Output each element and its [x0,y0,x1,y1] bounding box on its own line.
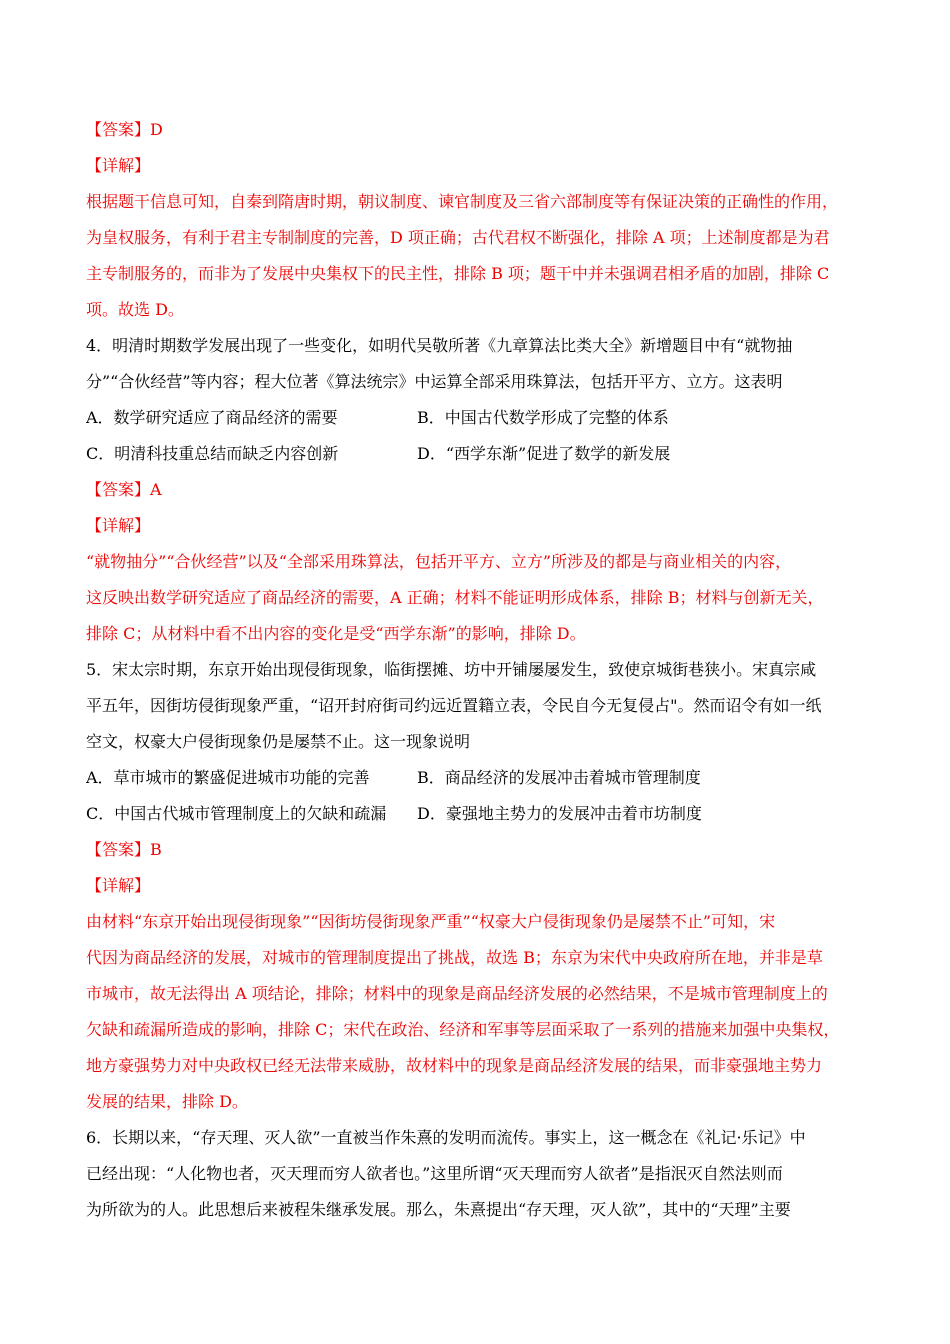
q4-explanation-line: 排除 C；从材料中看不出内容的变化是受“西学东渐”的影响，排除 D。 [86,624,586,643]
q6-stem-line: 6．长期以来，“存天理、灭人欲”一直被当作朱熹的发明而流传。事实上，这一概念在《礼记·乐记》中 [86,1128,806,1147]
q3-explanation-line: 为皇权服务，有利于君主专制制度的完善，D 项正确；古代君权不断强化，排除 A 项；上述制度都是为君 [86,228,830,247]
q5-explanation-line: 欠缺和疏漏所造成的影响，排除 C；宋代在政治、经济和军事等层面采取了一系列的措施来加强中央集权， [86,1020,840,1039]
q3-answer: 【答案】D [86,120,163,139]
q3-explanation-line: 主专制服务的，而非为了发展中央集权下的民主性，排除 B 项；题干中并未强调君相矛盾的加剧，排除 C [86,264,830,283]
q5-options-row [86,760,876,796]
q5-explanation-line: 地方豪强势力对中央政权已经无法带来威胁，故材料中的现象是商品经济发展的结果，而非豪强地主势力 [86,1056,823,1075]
q5-explanation-line: 市城市，故无法得出 A 项结论，排除；材料中的现象是商品经济发展的必然结果，不是城市管理制度上的 [86,984,828,1003]
q4-option-c: C．明清科技重总结而缺乏内容创新 [86,444,339,463]
q5-detail-label: 【详解】 [86,876,151,895]
q4-options-row [86,436,876,472]
q6-stem-line: 为所欲为的人。此思想后来被程朱继承发展。那么，朱熹提出“存天理，灭人欲”，其中的“天理”主要 [86,1200,791,1219]
q5-explanation-line: 由材料“东京开始出现侵街现象”“因街坊侵街现象严重”“权豪大户侵街现象仍是屡禁不止”可知，宋 [86,912,776,931]
q5-explanation-line: 代因为商品经济的发展，对城市的管理制度提出了挑战，故选 B；东京为宋代中央政府所在地，并非是草 [86,948,823,967]
q5-option-b: B．商品经济的发展冲击着城市管理制度 [417,768,701,787]
q4-option-a: A．数学研究适应了商品经济的需要 [86,408,338,427]
q5-option-a: A．草市城市的繁盛促进城市功能的完善 [86,768,370,787]
document-page [86,112,876,1228]
q4-stem-line: 分”“合伙经营”等内容；程大位著《算法统宗》中运算全部采用珠算法，包括开平方、立方。这表明 [86,372,783,391]
q5-answer: 【答案】B [86,840,162,859]
q5-stem-line: 平五年，因街坊侵街现象严重，“诏开封府街司约远近置籍立表，令民自今无复侵占"。然而诏令有如一纸 [86,696,822,715]
q5-stem-line: 空文，权豪大户侵街现象仍是屡禁不止。这一现象说明 [86,732,471,751]
q3-detail-label: 【详解】 [86,156,151,175]
q4-options-row [86,400,876,436]
q4-option-b: B．中国古代数学形成了完整的体系 [417,408,669,427]
q4-stem-line: 4．明清时期数学发展出现了一些变化，如明代吴敬所著《九章算法比类大全》新增题目中有“就物抽 [86,336,793,355]
q5-explanation-line: 发展的结果，排除 D。 [86,1092,248,1111]
q4-detail-label: 【详解】 [86,516,151,535]
q3-explanation-line: 根据题干信息可知，自秦到隋唐时期，朝议制度、谏官制度及三省六部制度等有保证决策的正确性的作用， [86,192,839,211]
q3-explanation-line: 项。故选 D。 [86,300,184,319]
q4-answer: 【答案】A [86,480,162,499]
q5-option-c: C．中国古代城市管理制度上的欠缺和疏漏 [86,804,387,823]
q4-explanation-line: 这反映出数学研究适应了商品经济的需要，A 正确；材料不能证明形成体系，排除 B；材料与创新无关， [86,588,824,607]
q5-options-row [86,796,876,832]
q4-explanation-line: “就物抽分”“合伙经营”以及“全部采用珠算法，包括开平方、立方”所涉及的都是与商业相关的内容， [86,552,792,571]
q4-option-d: D．“西学东渐”促进了数学的新发展 [417,444,671,463]
q5-stem-line: 5．宋太宗时期，东京开始出现侵街现象，临街摆摊、坊中开铺屡屡发生，致使京城街巷狭小。宋真宗咸 [86,660,817,679]
q5-option-d: D．豪强地主势力的发展冲击着市坊制度 [417,804,702,823]
q6-stem-line: 已经出现：“人化物也者，灭天理而穷人欲者也。”这里所谓“灭天理而穷人欲者”是指泯灭自然法则而 [86,1164,783,1183]
